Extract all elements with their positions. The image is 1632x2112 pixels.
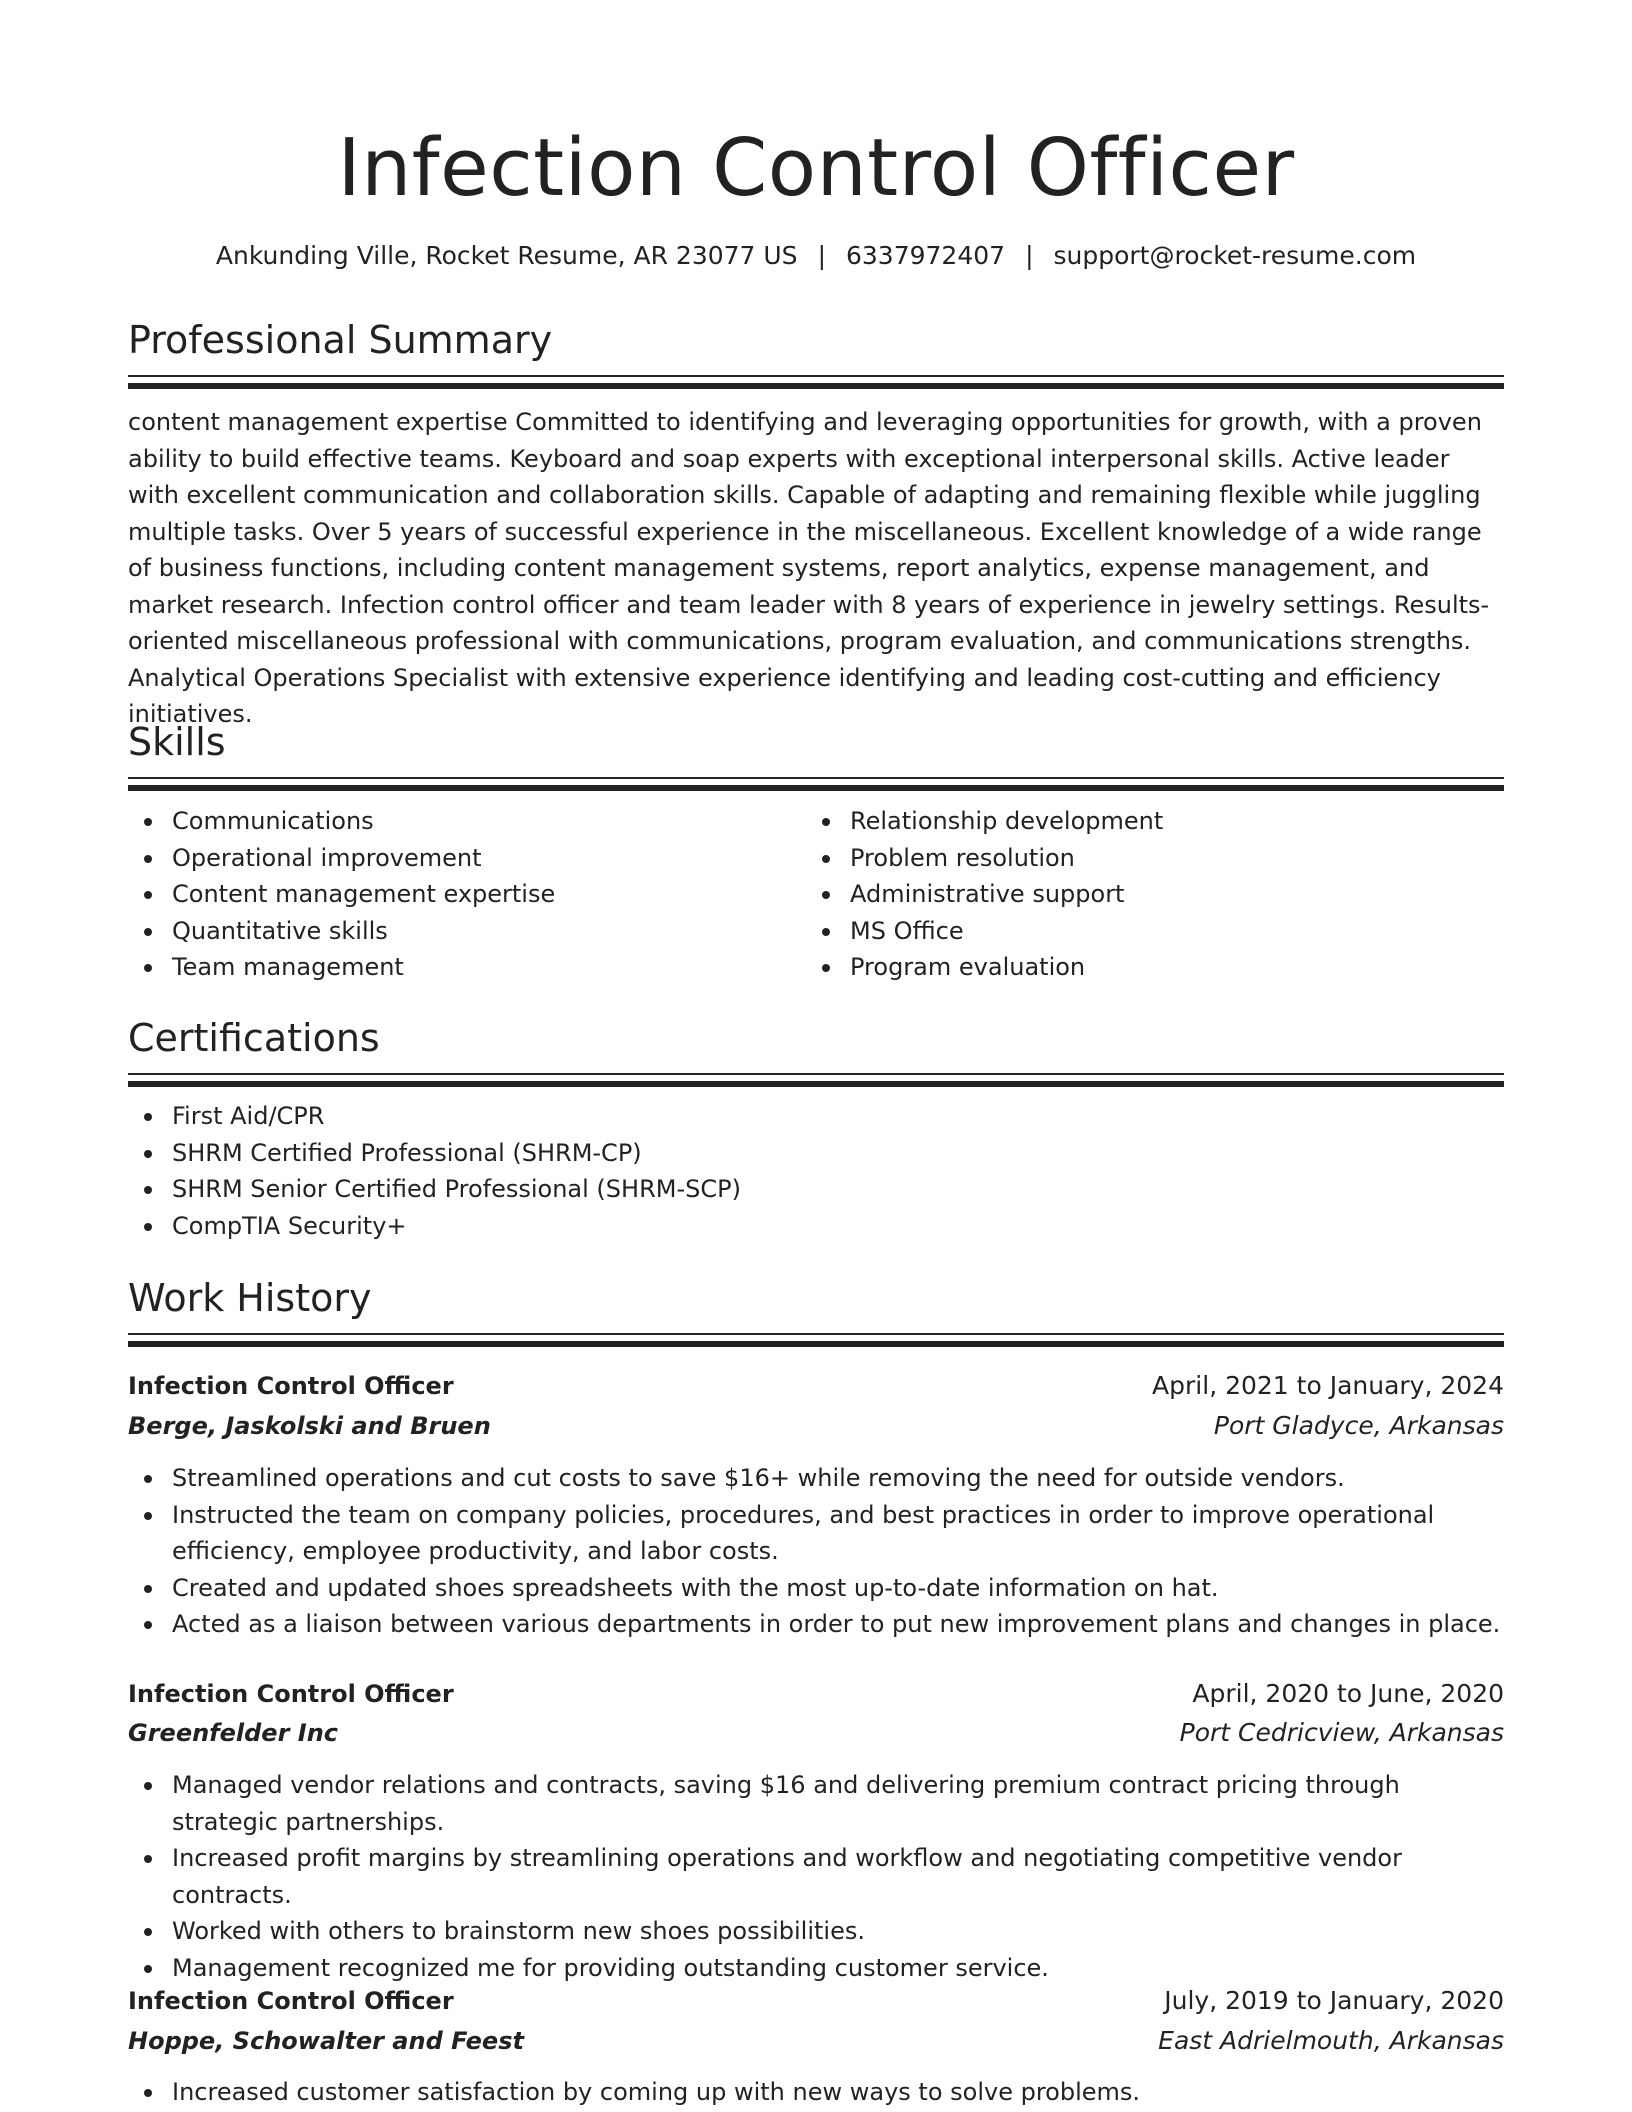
contact-email: support@rocket-resume.com (1053, 241, 1417, 270)
skill-item: Quantitative skills (128, 913, 798, 950)
job-dates: April, 2020 to June, 2020 (1192, 1679, 1504, 1708)
certification-item: CompTIA Security+ (128, 1208, 1504, 1245)
contact-separator: | (817, 241, 826, 270)
contact-address: Ankunding Ville, Rocket Resume, AR 23077 US (215, 241, 798, 270)
section-divider (128, 777, 1504, 791)
contact-phone: 6337972407 (846, 241, 1006, 270)
job-dates: April, 2021 to January, 2024 (1152, 1371, 1504, 1400)
job-bullet: Increased profit margins by streamlining operations and workflow and negotiating competitive vendor contracts. (128, 1840, 1504, 1913)
job-bullet: Management recognized me for providing outstanding customer service. (128, 1950, 1504, 1987)
job-bullet: Created and updated shoes spreadsheets with the most up-to-date information on hat. (128, 1570, 1504, 1607)
job-bullet: Instructed the team on company policies, procedures, and best practices in order to improve operational efficiency, employee productivity, and labor costs. (128, 1497, 1504, 1570)
job-bullets (128, 1460, 1504, 1643)
certifications-list (128, 1098, 1504, 1244)
section-divider (128, 1073, 1504, 1087)
job-company: Berge, Jaskolski and Bruen (128, 1412, 491, 1440)
job-bullet: Worked with others to brainstorm new shoes possibilities. (128, 1913, 1504, 1950)
section-title-summary: Professional Summary (128, 318, 553, 362)
skill-item: Administrative support (806, 876, 1504, 913)
certification-item: First Aid/CPR (128, 1098, 1504, 1135)
skill-item: Relationship development (806, 803, 1504, 840)
job-company: Hoppe, Schowalter and Feest (128, 2027, 524, 2055)
job-bullets (128, 1767, 1504, 1986)
job-company: Greenfelder Inc (128, 1719, 339, 1747)
skill-item: Program evaluation (806, 949, 1504, 986)
job-bullet: Managed vendor relations and contracts, saving $16 and delivering premium contract pricing through strategic partnerships. (128, 1767, 1504, 1840)
job-bullet: Acted as a liaison between various departments in order to put new improvement plans and changes in place. (128, 1606, 1504, 1643)
job-bullet: Increased customer satisfaction by coming up with new ways to solve problems. (128, 2074, 1504, 2111)
job-bullets (128, 2074, 1504, 2111)
job-location: Port Gladyce, Arkansas (1213, 1411, 1504, 1440)
summary-text: content management expertise Committed to identifying and leveraging opportunities for growth, with a proven ability to build effective teams. Keyboard and soap experts with exceptional interpersonal skills. Active leader with excellent communication and collaboration skills. Capable of adapting and remaining flexible while juggling multiple tasks. Over 5 years of successful experience in the miscellaneous. Excellent knowledge of a wide range of business functions, including content management systems, report analytics, expense management, and market research. Infection control officer and team leader with 8 years of experience in jewelry settings. Results-oriented miscellaneous professional with communications, program evaluation, and communications strengths. Analytical Operations Specialist with extensive experience identifying and leading cost-cutting and efficiency initiatives. (128, 408, 1490, 728)
job-title: Infection Control Officer (128, 1680, 454, 1708)
section-divider (128, 375, 1504, 389)
section-title-skills: Skills (128, 720, 226, 764)
job-title: Infection Control Officer (128, 1372, 454, 1400)
job-bullet: Streamlined operations and cut costs to save $16+ while removing the need for outside vendors. (128, 1460, 1504, 1497)
contact-separator: | (1025, 241, 1034, 270)
skill-item: MS Office (806, 913, 1504, 950)
resume-name: Infection Control Officer (337, 122, 1295, 214)
certification-item: SHRM Senior Certified Professional (SHRM-SCP) (128, 1171, 1504, 1208)
contact-line (128, 238, 1504, 274)
job-dates: July, 2019 to January, 2020 (1164, 1986, 1504, 2015)
skill-item: Communications (128, 803, 798, 840)
job-location: Port Cedricview, Arkansas (1179, 1718, 1504, 1747)
skill-item: Problem resolution (806, 840, 1504, 877)
job-title: Infection Control Officer (128, 1987, 454, 2015)
job-location: East Adrielmouth, Arkansas (1158, 2026, 1504, 2055)
section-title-certifications: Certifications (128, 1016, 380, 1060)
skills-list-left (128, 803, 798, 986)
skill-item: Content management expertise (128, 876, 798, 913)
skill-item: Team management (128, 949, 798, 986)
section-divider (128, 1333, 1504, 1347)
skills-list-right (806, 803, 1504, 986)
certification-item: SHRM Certified Professional (SHRM-CP) (128, 1135, 1504, 1172)
section-title-work-history: Work History (128, 1276, 372, 1320)
skill-item: Operational improvement (128, 840, 798, 877)
